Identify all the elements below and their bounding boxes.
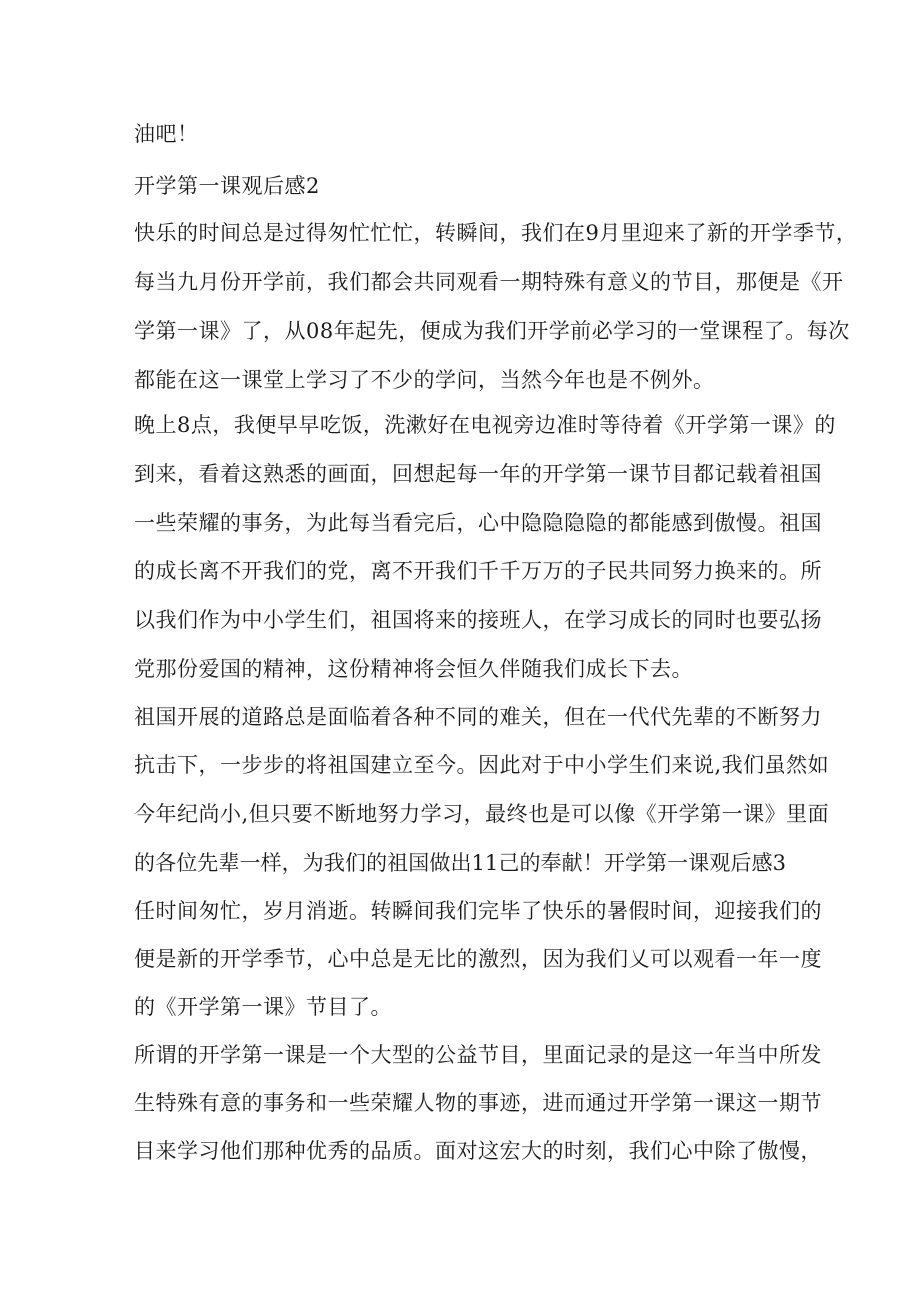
text-line: 都能在这一课堂上学习了不少的学问，当然今年也是不例外。 [134, 368, 715, 392]
text-line: 党那份爱国的精神，这份精神将会恒久伴随我们成长下去。 [134, 657, 693, 681]
text-line: 的各位先辈一样，为我们的祖国做出11己的奉献！开学第一课观后感3 [134, 851, 786, 875]
text-line: 的成长离不开我们的党，离不开我们千千万万的子民共同努力换来的。所 [134, 559, 822, 583]
text-line: 抗击下，一步步的将祖国建立至今。因此对于中小学生们来说,我们虽然如 [134, 753, 830, 777]
text-line: 晚上8点，我便早早吃饭，洗漱好在电视旁边准时等待着《开学第一课》的 [134, 413, 836, 437]
text-line: 任时间匆忙，岁月消逝。转瞬间我们完毕了快乐的暑假时间，迎接我们的 [134, 899, 822, 923]
text-line: 油吧！ [134, 122, 199, 146]
text-line: 快乐的时间总是过得匆忙忙忙，转瞬间，我们在9月里迎来了新的开学季节， [134, 221, 858, 245]
text-line: 的《开学第一课》节目了。 [134, 995, 392, 1019]
text-line: 所谓的开学第一课是一个大型的公益节目，里面记录的是这一年当中所发 [134, 1043, 822, 1067]
section-heading: 开学第一课观后感2 [134, 174, 320, 198]
text-line: 生特殊有意的事务和一些荣耀人物的事迹，进而通过开学第一课这一期节 [134, 1091, 822, 1115]
text-line: 每当九月份开学前，我们都会共同观看一期特殊有意义的节目，那便是《开 [134, 270, 844, 294]
text-line: 以我们作为中小学生们，祖国将来的接班人，在学习成长的同时也要弘扬 [134, 608, 822, 632]
text-line: 到来，看着这熟悉的画面，回想起每一年的开学第一课节目都记载着祖国 [134, 462, 822, 486]
text-line: 一些荣耀的事务，为此每当看完后，心中隐隐隐隐的都能感到傲慢。祖国 [134, 511, 822, 535]
text-line: 目来学习他们那种优秀的品质。面对这宏大的时刻，我们心中除了傲慢， [134, 1139, 822, 1163]
text-line: 学第一课》了，从08年起先，便成为我们开学前必学习的一堂课程了。每次 [134, 319, 850, 343]
text-line: 祖国开展的道路总是面临着各种不同的难关，但在一代代先辈的不断努力 [134, 705, 822, 729]
text-line: 便是新的开学季节，心中总是无比的激烈，因为我们乂可以观看一年一度 [134, 947, 822, 971]
text-line: 今年纪尚小,但只要不断地努力学习，最终也是可以像《开学第一课》里面 [134, 802, 830, 826]
